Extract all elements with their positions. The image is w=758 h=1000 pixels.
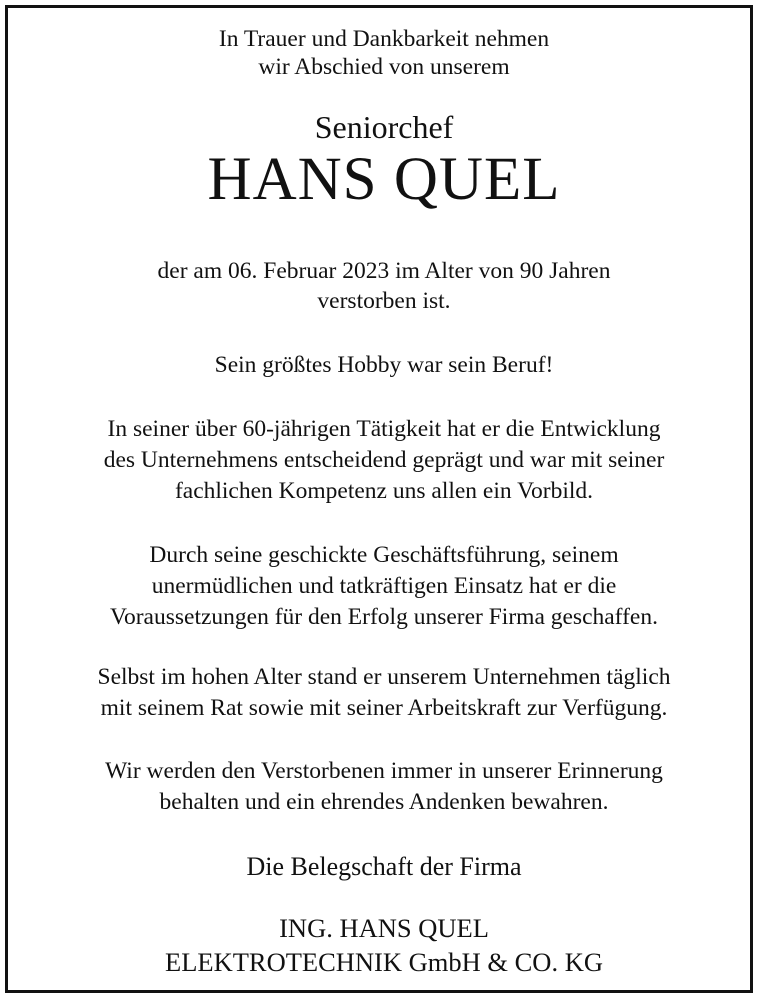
- memory-line-1: Wir werden den Verstorbenen immer in unserer Erinnerung: [105, 758, 663, 784]
- old-age-line-2: mit seinem Rat sowie mit seiner Arbeitskraft zur Verfügung.: [100, 695, 668, 721]
- management-line-2: unermüdlichen und tatkräftigen Einsatz hat er die: [151, 573, 617, 599]
- deceased-name: HANS QUEL: [207, 146, 561, 213]
- staff-signature: Die Belegschaft der Firma: [246, 852, 522, 881]
- memory-line-2: behalten und ein ehrendes Andenken bewahren.: [159, 789, 609, 815]
- management-line-3: Voraussetzungen für den Erfolg unserer Firma geschaffen.: [110, 604, 658, 630]
- career-line-2: des Unternehmens entscheidend geprägt und war mit seiner: [103, 447, 665, 473]
- old-age-line-1: Selbst im hohen Alter stand er unserem Unternehmen täglich: [97, 664, 671, 690]
- death-notice-line-2: verstorben ist.: [317, 288, 451, 314]
- company-name-line-1: ING. HANS QUEL: [279, 913, 489, 943]
- company-name-line-2: ELEKTROTECHNIK GmbH & CO. KG: [165, 947, 603, 977]
- death-notice-line-1: der am 06. Februar 2023 im Alter von 90 Jahren: [157, 258, 611, 284]
- intro-line-1: In Trauer und Dankbarkeit nehmen: [218, 26, 550, 52]
- deceased-title: Seniorchef: [314, 109, 454, 145]
- management-line-1: Durch seine geschickte Geschäftsführung, seinem: [149, 542, 619, 568]
- hobby-line: Sein größtes Hobby war sein Beruf!: [214, 352, 554, 378]
- obituary-frame: [5, 5, 753, 993]
- career-line-3: fachlichen Kompetenz uns allen ein Vorbild.: [174, 478, 594, 504]
- intro-line-2: wir Abschied von unserem: [258, 54, 510, 80]
- career-line-1: In seiner über 60-jährigen Tätigkeit hat er die Entwicklung: [107, 416, 661, 442]
